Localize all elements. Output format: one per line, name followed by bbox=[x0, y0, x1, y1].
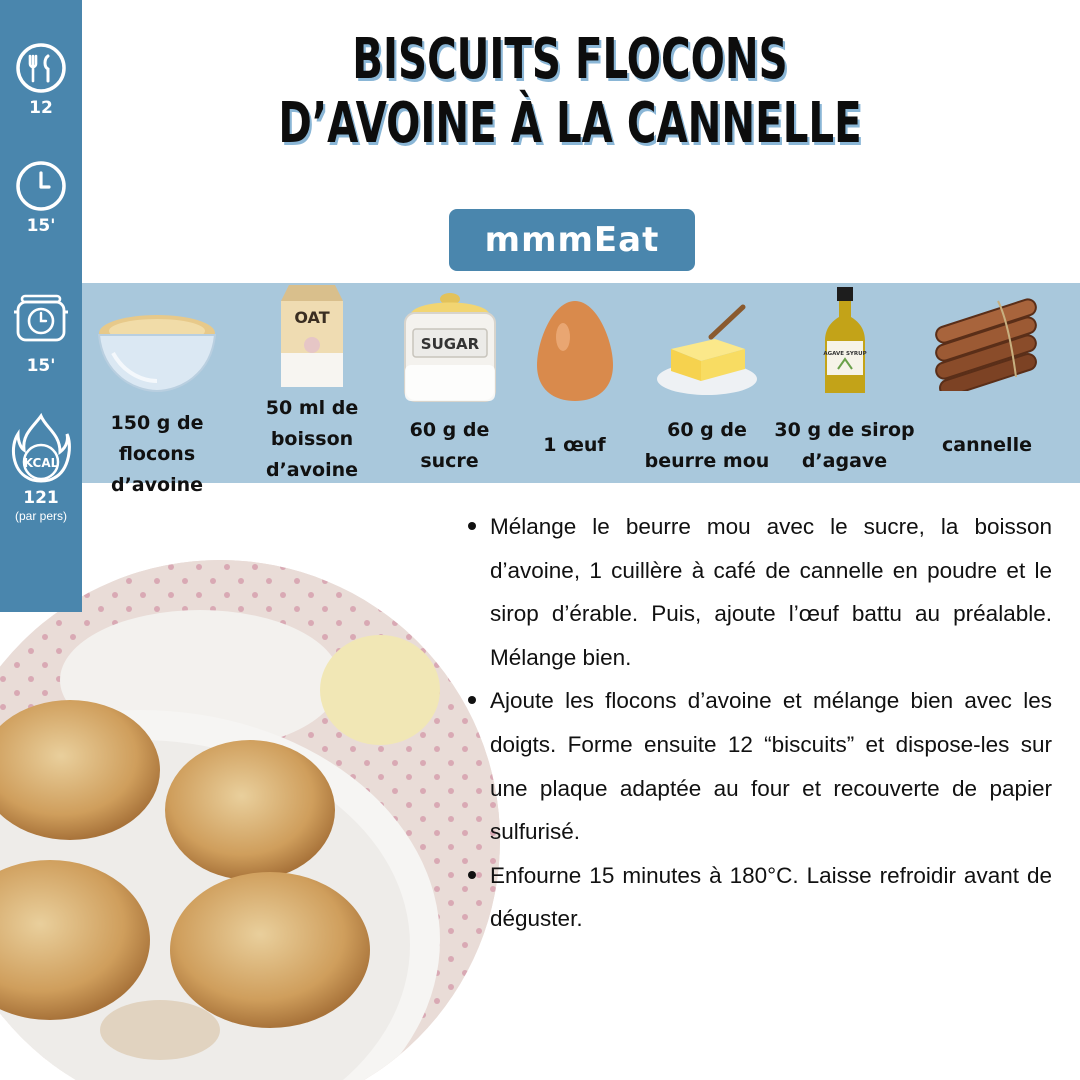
egg-icon bbox=[535, 297, 615, 405]
oat-milk-carton-icon bbox=[277, 283, 347, 389]
ingredient-item bbox=[917, 283, 1057, 483]
cinnamon-sticks-icon bbox=[928, 287, 1046, 391]
prep-time-value: 15' bbox=[26, 216, 56, 236]
bottle-text: AGAVE SYRUP bbox=[822, 351, 867, 357]
ingredient-label-line: d’avoine bbox=[110, 474, 203, 496]
ingredient-label-line: d’avoine bbox=[265, 459, 358, 481]
ingredient-label-line: 60 g de bbox=[409, 419, 490, 441]
step-item: Enfourne 15 minutes à 180°C. Laisse refroidir avant de déguster. bbox=[462, 854, 1052, 941]
servings-stat bbox=[0, 42, 82, 118]
ingredient-label-line: 150 g de flocons bbox=[110, 412, 204, 465]
ingredient-item bbox=[382, 283, 517, 483]
ingredient-item bbox=[242, 283, 382, 483]
cooker-icon bbox=[12, 288, 70, 346]
calories-stat bbox=[0, 412, 82, 523]
cookies-photo bbox=[0, 560, 500, 1080]
ingredient-item bbox=[637, 283, 777, 483]
ingredient-item bbox=[772, 283, 917, 483]
ingredient-label-line: boisson bbox=[270, 428, 354, 450]
cookies-plate-illustration bbox=[0, 560, 500, 1080]
calories-value: 121 bbox=[23, 488, 59, 508]
step-item: Ajoute les flocons d’avoine et mélange bien avec les doigts. Forme ensuite 12 “biscuits” et dispose-les sur une plaque adaptée au four et recouverte de papier sulfurisé. bbox=[462, 679, 1052, 853]
fork-knife-icon bbox=[15, 42, 67, 94]
butter-icon bbox=[655, 301, 759, 397]
ingredient-label-line: 60 g de bbox=[667, 419, 747, 441]
ingredient-label-line: 1 œuf bbox=[543, 434, 606, 456]
brand-logo: mmmEat bbox=[449, 209, 695, 271]
ingredient-label-line: 50 ml de bbox=[265, 397, 359, 419]
recipe-stats-sidebar bbox=[0, 0, 82, 612]
ingredient-label-line: d’agave bbox=[801, 450, 888, 472]
recipe-title: BISCUITS FLOCONS D’AVOINE À LA CANNELLE bbox=[278, 27, 862, 156]
ingredient-label-line: sucre bbox=[420, 450, 479, 472]
ingredient-item bbox=[82, 283, 232, 496]
kcal-flame-icon bbox=[10, 412, 72, 486]
agave-syrup-bottle-icon bbox=[822, 285, 868, 397]
calories-unit: (par pers) bbox=[14, 509, 67, 523]
cook-time-stat bbox=[0, 288, 82, 376]
step-item: Mélange le beurre mou avec le sucre, la boisson d’avoine, 1 cuillère à café de cannelle en poudre et le sirop d’érable. Puis, ajoute l’œuf battu au préalable. Mélange bien. bbox=[462, 505, 1052, 679]
oat-bowl-icon bbox=[95, 303, 219, 395]
kcal-badge: KCAL bbox=[23, 456, 59, 470]
cook-time-value: 15' bbox=[26, 356, 56, 376]
ingredient-item bbox=[517, 283, 632, 483]
instruction-steps bbox=[462, 505, 1052, 941]
carton-text: OAT bbox=[294, 308, 330, 327]
ingredient-label-line: cannelle bbox=[942, 434, 1032, 456]
clock-icon bbox=[15, 160, 67, 212]
ingredient-label-line: 30 g de sirop bbox=[774, 419, 915, 441]
prep-time-stat bbox=[0, 160, 82, 236]
servings-value: 12 bbox=[29, 98, 53, 118]
jar-text: SUGAR bbox=[420, 335, 479, 353]
ingredient-label-line: beurre mou bbox=[644, 450, 770, 472]
sugar-jar-icon bbox=[399, 291, 501, 403]
ingredients-band bbox=[82, 283, 1080, 496]
